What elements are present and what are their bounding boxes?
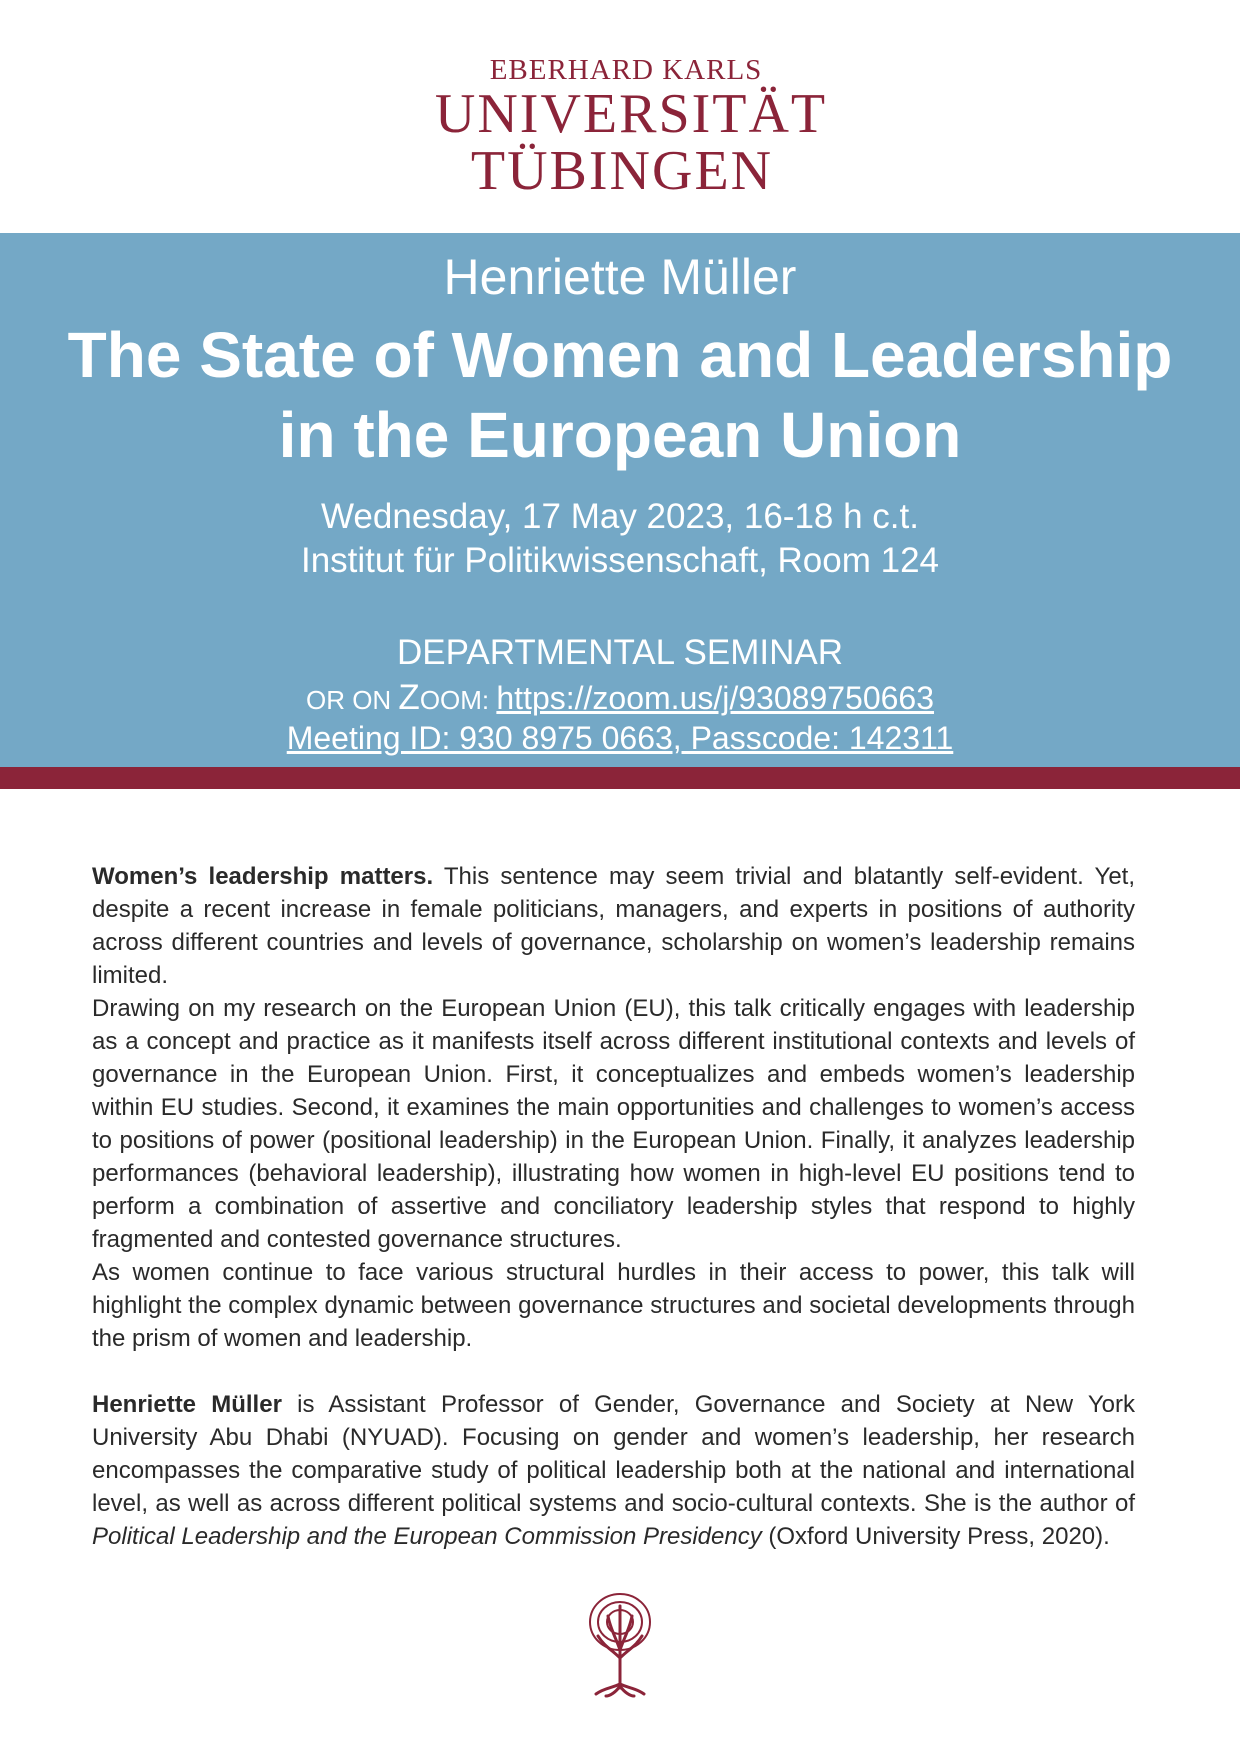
zoom-prefix-big: Z — [398, 678, 420, 717]
abstract-p1-text: This sentence may seem trivial and blatantly self-evident. Yet, despite a recent increase in female politicians, managers, and experts in positions of authority across different countries and levels of governance, scholarship on women’s leadership remains limited. — [92, 863, 1135, 989]
logo-line-3: TÜBINGEN — [470, 140, 774, 202]
abstract-paragraph-3: As women continue to face various structural hurdles in their access to power, this talk will highlight the complex dynamic between governance structures and societal developments through the prism of women and leadership. — [92, 1259, 1135, 1352]
speaker-name: Henriette Müller — [443, 249, 797, 305]
abstract-lead: Women’s leadership matters. — [92, 863, 434, 890]
zoom-prefix-small: OR ON — [305, 685, 399, 715]
abstract-paragraph-2: Drawing on my research on the European Union (EU), this talk critically engages with leadership as a concept and practice as it manifests itself across different institutional contexts and levels of governance in the European Union. First, it conceptualizes and embeds women’s leadership within EU studies. Second, it examines the main opportunities and challenges to women’s access to positions of power (positional leadership) in the European Union. Finally, it analyzes leadership performances (behavioral leadership), illustrating how women in high-level EU positions tend to perform a combination of assertive and conciliatory leadership styles that respond to highly fragmented and contested governance structures. — [92, 995, 1135, 1253]
bio-text-1: is Assistant Professor of Gender, Governance and Society at New York University Abu Dhabi (NYUAD). Focusing on gender and women’s leadership, her research encompasses the comparative study of political leadership both at the national and international level, as well as across different political systems and socio-cultural contexts. She is the author of — [92, 1391, 1135, 1517]
abstract-text — [92, 860, 1135, 1553]
accent-stripe — [0, 767, 1240, 789]
zoom-link[interactable]: https://zoom.us/j/93089750663 — [496, 680, 935, 716]
bio-paragraph — [92, 1388, 1135, 1553]
logo-line-2: UNIVERSITÄT — [434, 83, 828, 145]
meeting-info — [0, 717, 1240, 766]
seminar-label: DEPARTMENTAL SEMINAR — [397, 633, 843, 672]
logo-line-1: EBERHARD KARLS — [489, 54, 763, 86]
event-date: Wednesday, 17 May 2023, 16-18 h c.t. — [321, 497, 919, 536]
bio-text-2: (Oxford University Press, 2020). — [761, 1523, 1110, 1550]
event-details — [0, 495, 1240, 583]
event-banner — [0, 233, 1240, 767]
university-logo — [0, 54, 1240, 200]
tree-emblem-icon — [586, 1588, 654, 1698]
talk-title-line-2: in the European Union — [278, 399, 962, 471]
abstract-paragraph-1 — [92, 860, 1135, 992]
zoom-prefix-rest: OOM: — [419, 685, 497, 715]
bio-book-title: Political Leadership and the European Commission Presidency — [92, 1523, 762, 1550]
bio-name: Henriette Müller — [92, 1391, 282, 1418]
talk-title — [0, 315, 1240, 475]
event-location: Institut für Politikwissenschaft, Room 124 — [300, 541, 940, 580]
meeting-id-link[interactable]: Meeting ID: 930 8975 0663, Passcode: 142311 — [286, 720, 954, 756]
zoom-line — [0, 676, 1240, 722]
talk-title-line-1: The State of Women and Leadership — [67, 319, 1173, 391]
